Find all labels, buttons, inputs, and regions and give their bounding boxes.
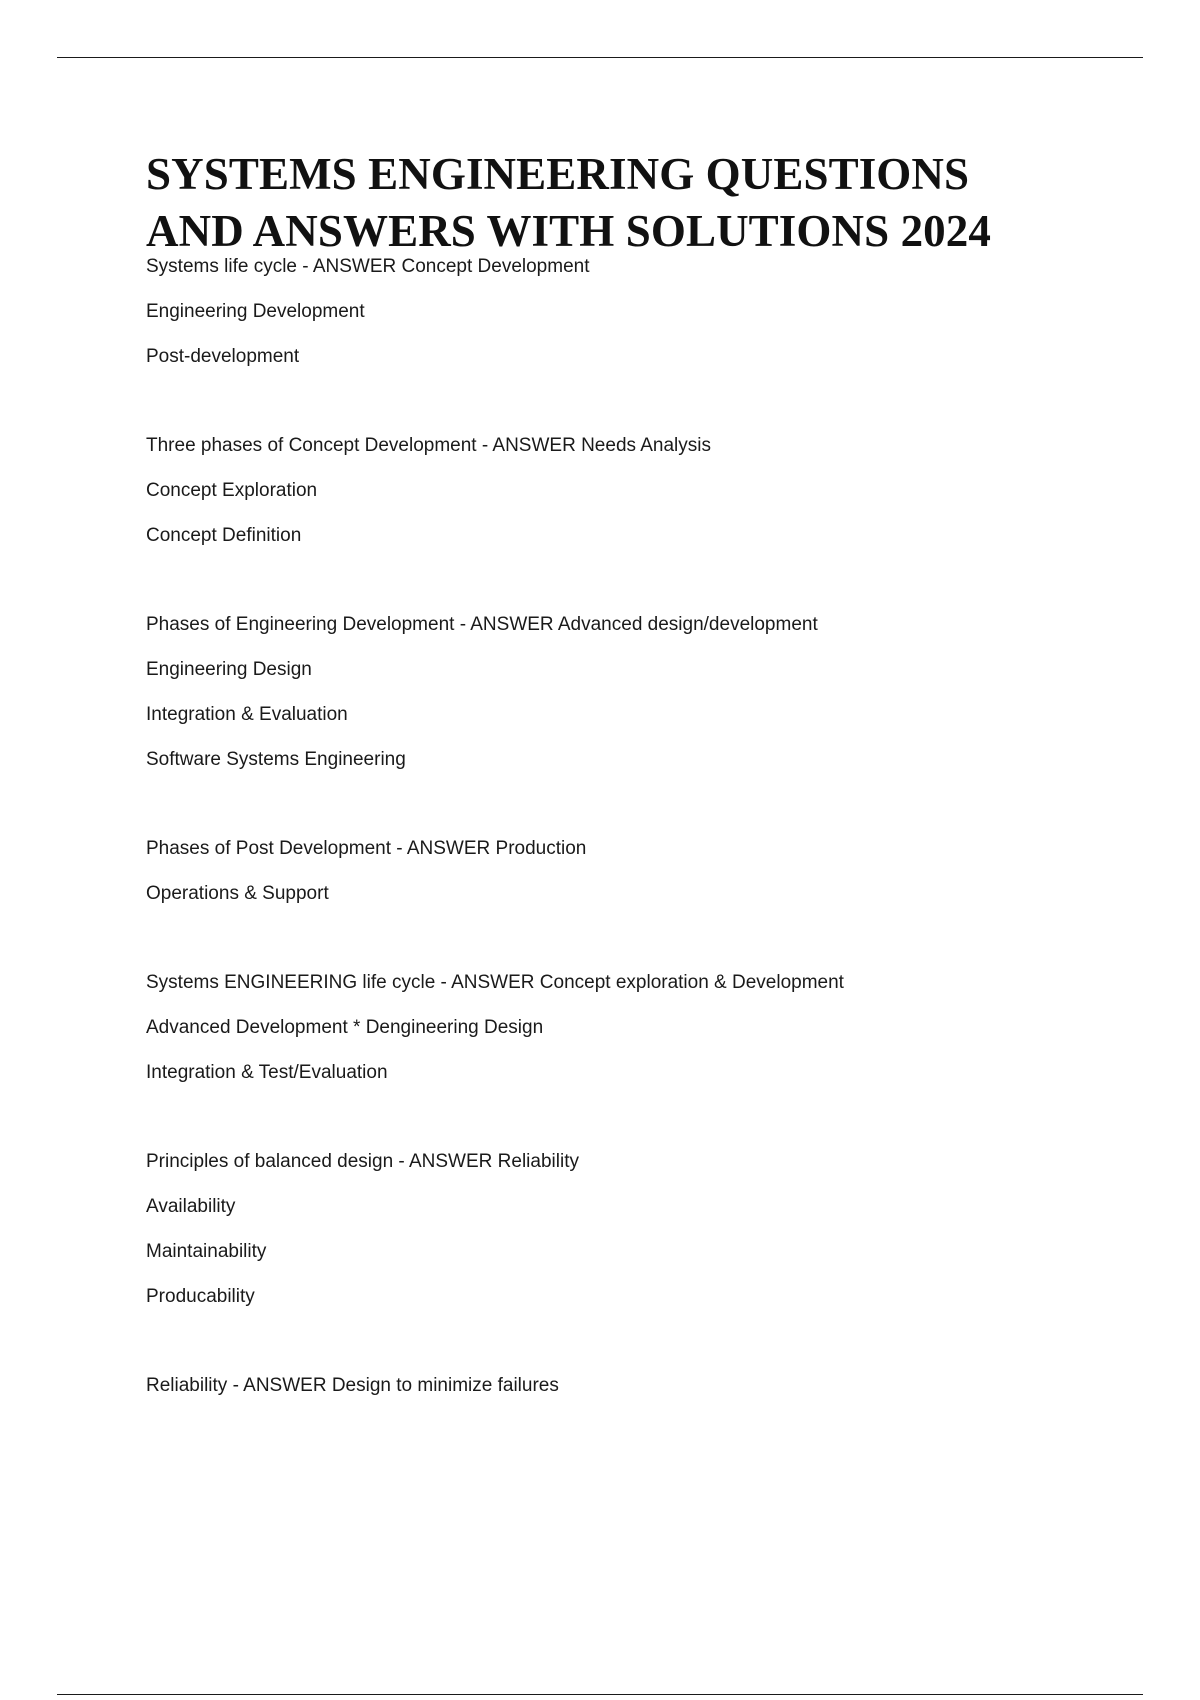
qa-question-line: Phases of Engineering Development - ANSWER Advanced design/development bbox=[146, 614, 818, 635]
qa-question-line: Three phases of Concept Development - ANSWER Needs Analysis bbox=[146, 435, 711, 456]
document-title-line: AND ANSWERS WITH SOLUTIONS 2024 bbox=[146, 206, 991, 256]
qa-question-line: Systems life cycle - ANSWER Concept Development bbox=[146, 256, 590, 277]
qa-answer-line: Post-development bbox=[146, 346, 300, 367]
qa-answer-line: Maintainability bbox=[146, 1241, 267, 1262]
document-title-line: SYSTEMS ENGINEERING QUESTIONS bbox=[146, 149, 970, 199]
qa-question-line: Phases of Post Development - ANSWER Production bbox=[146, 838, 587, 859]
header-rule bbox=[57, 57, 1143, 58]
qa-answer-line: Engineering Development bbox=[146, 301, 365, 322]
qa-answer-line: Producability bbox=[146, 1286, 255, 1307]
document-body bbox=[146, 146, 1106, 1452]
qa-entry bbox=[146, 602, 1106, 782]
qa-answer-line: Engineering Design bbox=[146, 659, 312, 680]
qa-question-line: Systems ENGINEERING life cycle - ANSWER Concept exploration & Development bbox=[146, 972, 844, 993]
document-title bbox=[146, 146, 1106, 260]
qa-entry bbox=[146, 826, 1106, 916]
qa-question-line: Reliability - ANSWER Design to minimize failures bbox=[146, 1375, 559, 1396]
qa-answer-line: Operations & Support bbox=[146, 883, 329, 904]
qa-entry bbox=[146, 960, 1106, 1095]
qa-entry bbox=[146, 1139, 1106, 1319]
qa-entry bbox=[146, 244, 1106, 379]
qa-answer-line: Concept Definition bbox=[146, 525, 302, 546]
qa-answer-line: Software Systems Engineering bbox=[146, 749, 406, 770]
qa-answer-line: Availability bbox=[146, 1196, 236, 1217]
footer-rule bbox=[57, 1694, 1143, 1695]
qa-answer-line: Integration & Test/Evaluation bbox=[146, 1062, 388, 1083]
qa-answer-line: Concept Exploration bbox=[146, 480, 318, 501]
qa-question-line: Principles of balanced design - ANSWER Reliability bbox=[146, 1151, 579, 1172]
qa-answer-line: Advanced Development * Dengineering Design bbox=[146, 1017, 544, 1038]
qa-entry bbox=[146, 423, 1106, 558]
qa-entry bbox=[146, 1363, 1106, 1408]
qa-answer-line: Integration & Evaluation bbox=[146, 704, 348, 725]
qa-list bbox=[146, 244, 1106, 1408]
